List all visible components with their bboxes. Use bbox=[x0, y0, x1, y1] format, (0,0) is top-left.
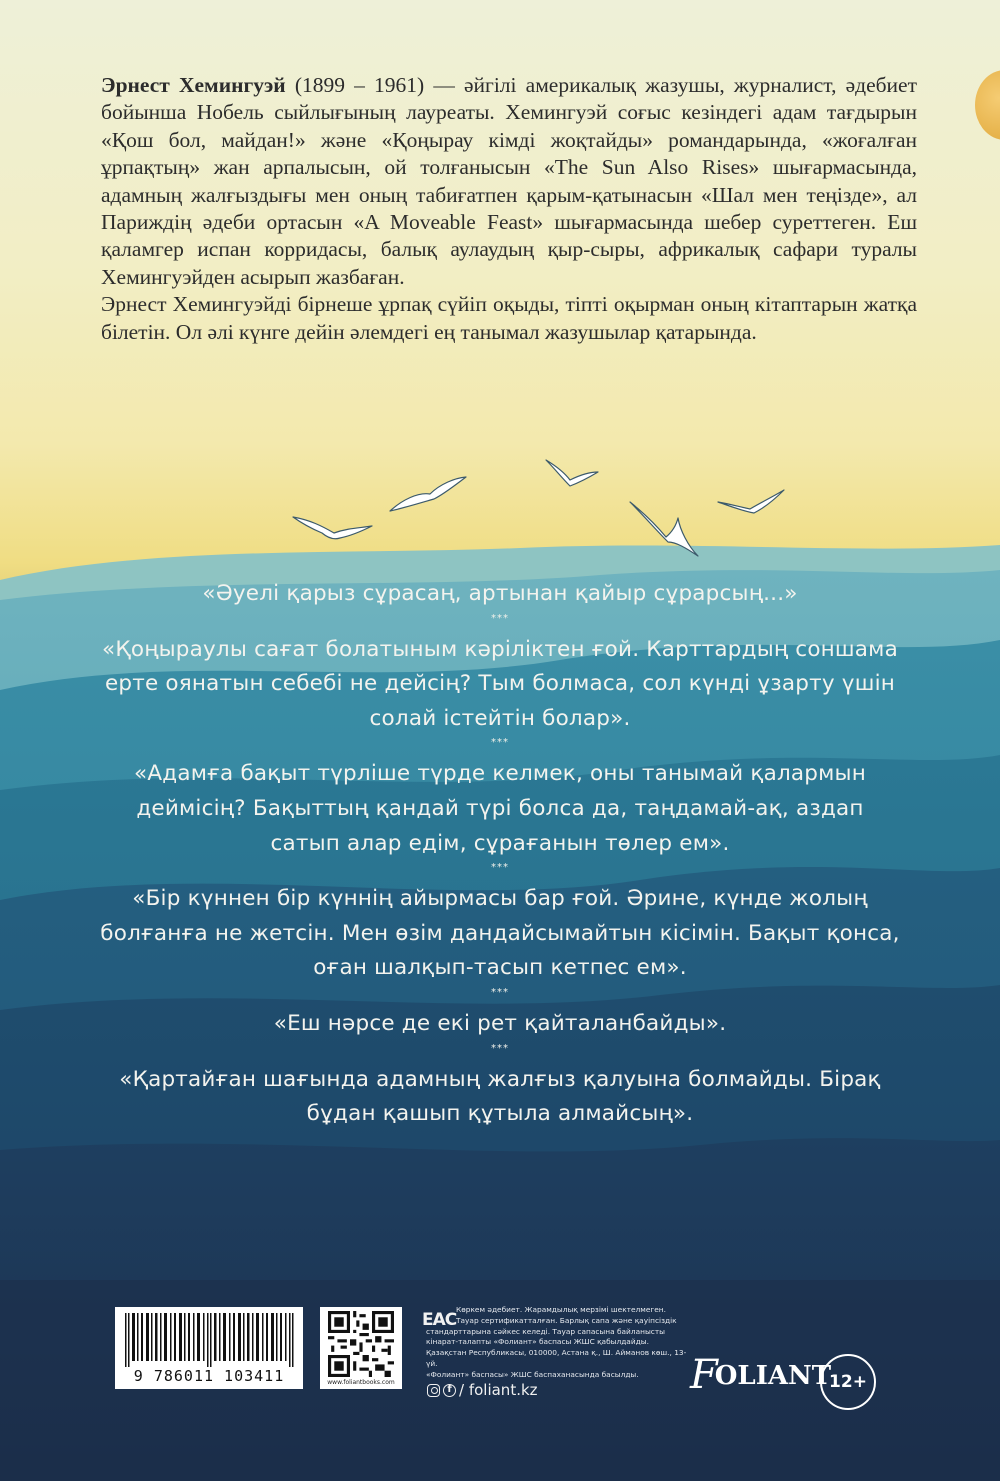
seagull-icon bbox=[390, 477, 466, 511]
quote-1: «Әуелі қарыз сұрасаң, артынан қайыр сұрарсың...» bbox=[202, 581, 798, 606]
separator-stars: *** bbox=[491, 986, 509, 998]
quote-2: «Қоңыраулы сағат болатыным кәріліктен ғой. Карттардың соншама ерте оянатын себебі не дейсің? Тым болмаса, сол күнді ұзарту үшін солай істейтін болар». bbox=[102, 636, 898, 731]
legal-info bbox=[426, 1305, 696, 1381]
separator-stars: *** bbox=[491, 612, 509, 624]
seagull-icon bbox=[546, 460, 598, 486]
seagull-icon bbox=[630, 502, 698, 556]
separator-stars: *** bbox=[491, 737, 509, 749]
quote-5: «Еш нәрсе де екі рет қайталанбайды». bbox=[273, 1010, 727, 1036]
legal-line: Тауар сертификатталған. Барлық сапа және қауіпсіздік bbox=[456, 1315, 677, 1325]
biography-text: (1899 – 1961) — әйгілі америкалық жазушы, журналист, әдебиет бойынша Нобель сыйлығының лауреаты. Хемингуэй соғыс кезіндегі адам тағдырын «Қош бол, майдан!» және «Қоңырау кімді жоқтайды» романдарында, «жоғалған ұрпақтың» жан арпалысын, ой толғанысын «The Sun Also Rises» шығармасында, адамның жалғыздығы мен оның табиғатпен қарым-қатынасын «Шал мен теңізде», ал Париждің әдеби ортасын «A Moveable Feast» шығармасында шебер суреттеген. Еш қаламгер испан корридасы, балық аулаудың қыр-сыры, африкалық сафари туралы Хемингуэйден асырып жазбаған. bbox=[101, 73, 917, 289]
eac-certification-mark: EAC bbox=[422, 1310, 457, 1330]
logo-initial: F bbox=[690, 1352, 718, 1398]
logo-text: OLIANT bbox=[714, 1361, 832, 1391]
age-rating-badge: 12+ bbox=[820, 1354, 876, 1410]
social-handle: / foliant.kz bbox=[459, 1381, 538, 1399]
biography-paragraph bbox=[101, 72, 917, 291]
isbn-number: 9 786011 103411 bbox=[133, 1367, 285, 1385]
isbn-barcode bbox=[115, 1307, 303, 1389]
quote-4: «Бір күннен бір күннің айырмасы бар ғой. Әрине, күнде жолың болғанға не жетсін. Мен өзім дандайсымайтын кісімін. Бақыт қонса, оған шалқып-тасып кетпес ем». bbox=[100, 886, 900, 981]
separator-stars: *** bbox=[491, 1042, 509, 1054]
barcode-bars bbox=[123, 1313, 295, 1367]
legal-line: стандарттарына сәйкес келеді. Тауар сапасына байланысты bbox=[426, 1326, 665, 1336]
author-biography bbox=[101, 72, 917, 346]
seagull-icon bbox=[293, 517, 372, 539]
publisher-logo bbox=[690, 1352, 831, 1402]
seagull-icon bbox=[718, 490, 784, 513]
quotes-list bbox=[100, 577, 900, 1132]
author-name: Эрнест Хемингуэй bbox=[101, 73, 286, 97]
quote-3: «Адамға бақыт түрліше түрде келмек, оны танымай қалармын деймісің? Бақыттың қандай түрі болса да, таңдамай-ақ, аздап сатып алар едім, сұрағанын төлер ем». bbox=[134, 761, 866, 856]
facebook-icon: f bbox=[443, 1384, 456, 1397]
social-links bbox=[427, 1380, 538, 1400]
instagram-icon bbox=[427, 1384, 440, 1397]
biography-paragraph: Эрнест Хемингуэйді бірнеше ұрпақ сүйіп оқыды, тіпті оқырман оның кітаптарын жатқа білетін. Ол әлі күнге дейін әлемдегі ең танымал жазушылар қатарында. bbox=[101, 292, 917, 344]
qr-caption: www.foliantbooks.com bbox=[327, 1379, 395, 1386]
legal-line: Қазақстан Республикасы, 010000, Астана қ., Ш. Айманов көш., 13-үй. bbox=[426, 1348, 687, 1368]
legal-line: кінарат-талапты «Фолиант» баспасы ЖШС қабылдайды. bbox=[426, 1337, 649, 1347]
qr-code-pattern bbox=[326, 1311, 396, 1377]
legal-line: «Фолиант» баспасы» ЖШС баспаханасында басылды. bbox=[426, 1369, 639, 1379]
separator-stars: *** bbox=[491, 862, 509, 874]
quote-6: «Қартайған шағында адамның жалғыз қалуына болмайды. Бірақ бұдан қашып құтыла алмайсың». bbox=[119, 1066, 881, 1127]
legal-line: Көркем әдебиет. Жарамдылық мерзімі шектелмеген. bbox=[456, 1305, 666, 1314]
qr-code bbox=[320, 1307, 402, 1389]
